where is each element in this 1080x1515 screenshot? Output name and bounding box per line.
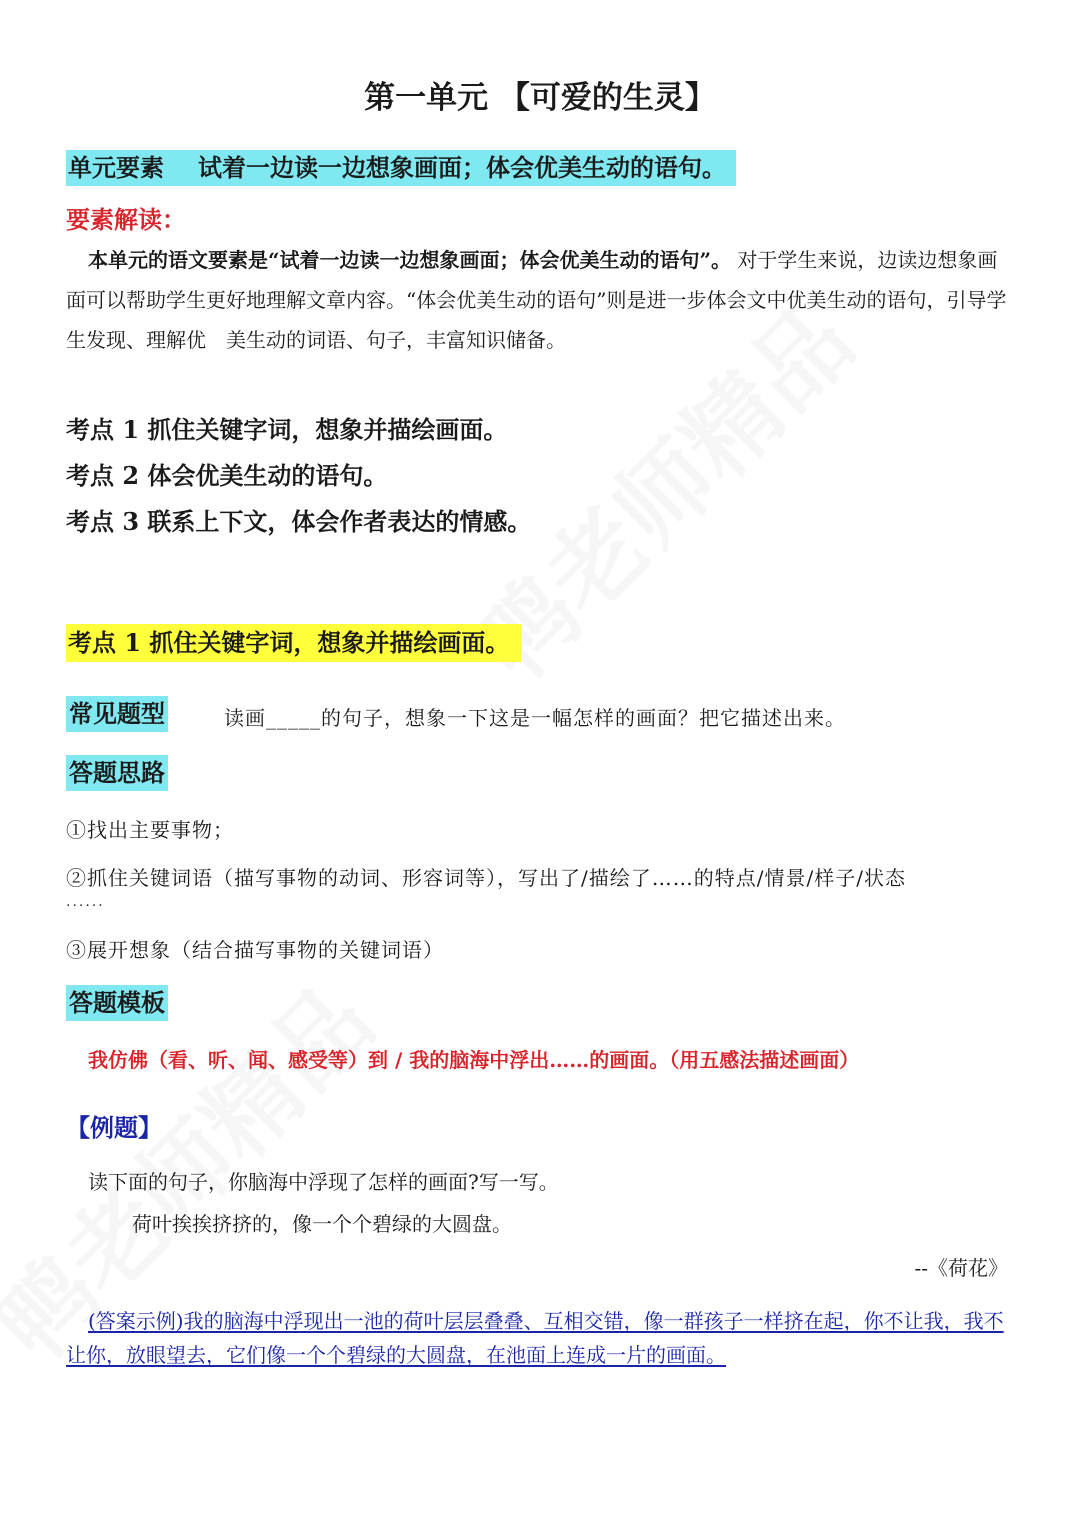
step-2-continuation: ...... [66, 894, 105, 910]
template-label: 答题模板 [66, 985, 168, 1021]
approach-label: 答题思路 [66, 755, 168, 791]
unit-elements-banner [66, 150, 736, 186]
example-question: 读下面的句子，你脑海中浮现了怎样的画面?写一写。 [88, 1170, 559, 1194]
example-heading: 【例题】 [66, 1113, 162, 1142]
key-point-1: 考点 1 抓住关键字词，想象并描绘画面。 [66, 415, 508, 444]
interpretation-rest: 对于学生来说，边读边想象画面可以帮助学生更好地理解文章内容。“体会优美生动的语句”则是进一步体会文中优美生动的语句，引导学生发现、理解优 美生动的词语、句子，丰富知识储备。 [66, 248, 1007, 352]
step-2: ②抓住关键词语（描写事物的动词、形容词等），写出了/描绘了……的特点/情景/样子/状态 [66, 866, 906, 890]
interpretation-heading: 要素解读： [66, 205, 186, 234]
example-answer: (答案示例)我的脑海中浮现出一池的荷叶层层叠叠、互相交错，像一群孩子一样挤在起，你不让我，我不让你，放眼望去，它们像一个个碧绿的大圆盘，在池面上连成一片的画面。 [66, 1309, 1004, 1367]
common-type-label: 常见题型 [66, 696, 168, 732]
unit-elements-label: 单元要素 [68, 153, 164, 182]
key-point-3: 考点 3 联系上下文，体会作者表达的情感。 [66, 507, 532, 536]
step-3: ③展开想象（结合描写事物的关键词语） [66, 938, 444, 962]
example-source: --《荷花》 [914, 1256, 1008, 1280]
unit-elements-text: 试着一边读一边想象画面；体会优美生动的语句。 [198, 153, 726, 182]
template-text: 我仿佛（看、听、闻、感受等）到 / 我的脑海中浮出……的画面。（用五感法描述画面） [88, 1048, 860, 1072]
key-point-2: 考点 2 体会优美生动的语句。 [66, 461, 388, 490]
common-type-text: 读画_____的句子，想象一下这是一幅怎样的画面？把它描述出来。 [224, 706, 846, 730]
section-heading: 考点 1 抓住关键字词，想象并描绘画面。 [66, 624, 521, 662]
page-title: 第一单元 【可爱的生灵】 [364, 80, 716, 116]
example-sentence: 荷叶挨挨挤挤的，像一个个碧绿的大圆盘。 [132, 1212, 512, 1236]
interpretation-paragraph [66, 240, 1016, 360]
step-1: ①找出主要事物； [66, 818, 234, 842]
interpretation-bold: 本单元的语文要素是“试着一边读一边想象画面；体会优美生动的语句”。 [88, 248, 732, 272]
